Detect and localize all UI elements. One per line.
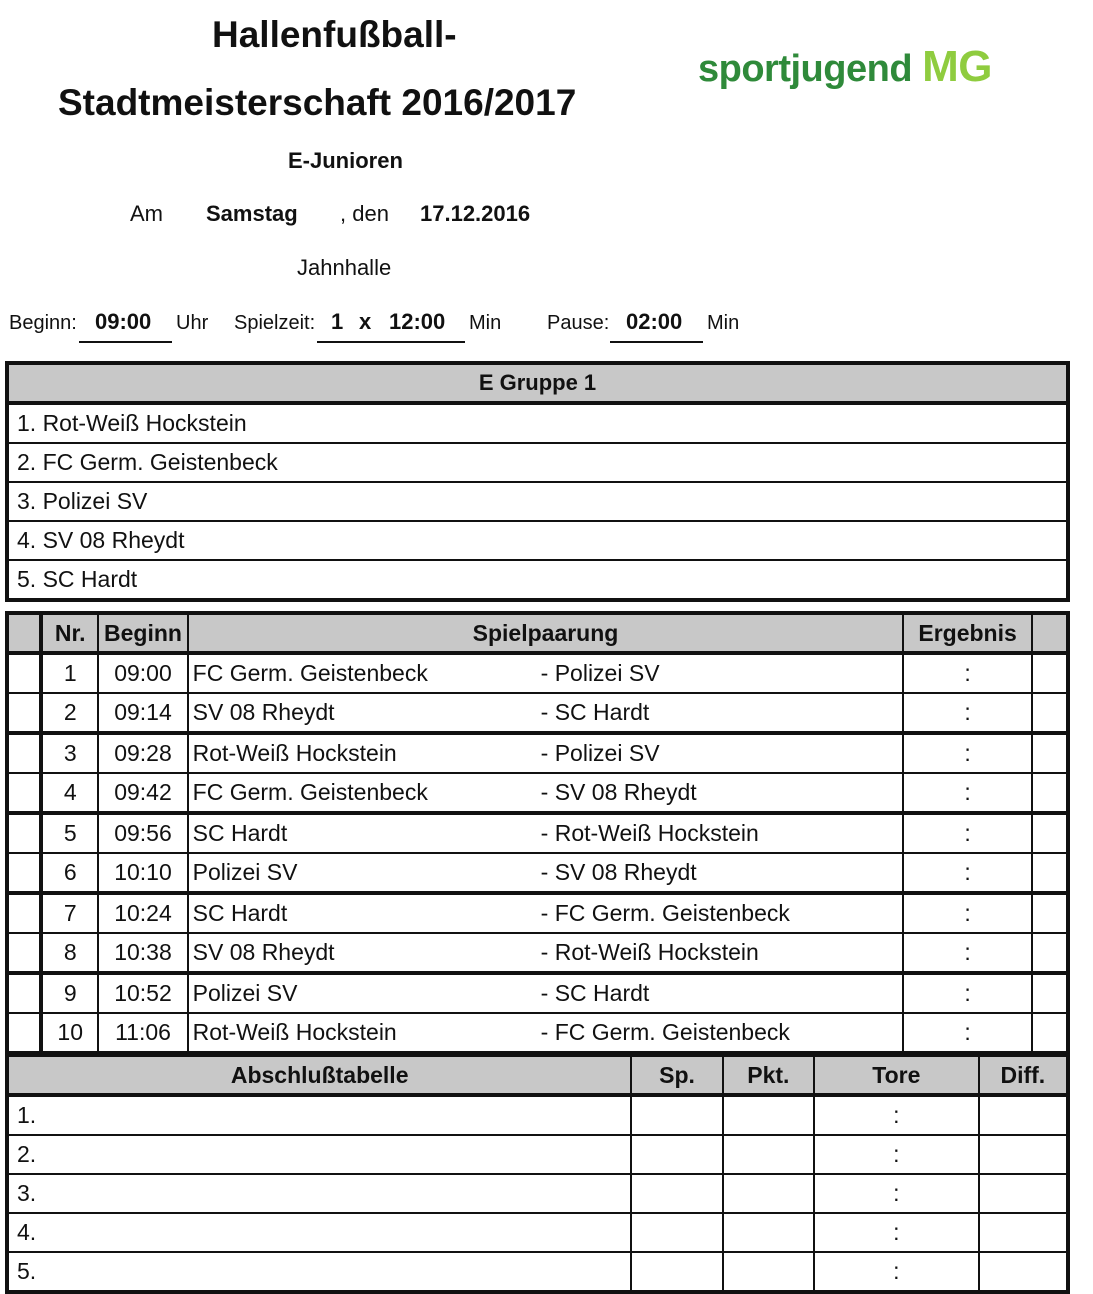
match-away-team: - Rot-Weiß Hockstein [540,939,759,965]
match-nr: 5 [41,813,98,853]
header-beginn: Beginn [98,613,187,653]
spielzeit-unit: Min [469,312,502,334]
match-time: 09:00 [98,653,187,693]
match-blank-right [1032,773,1068,813]
match-pairing [188,933,904,973]
match-pairing [188,733,904,773]
match-pairing [188,813,904,853]
beginn-value: 09:00 [95,309,152,334]
match-away-team: - SC Hardt [540,980,650,1006]
match-home-team: Polizei SV [192,859,298,885]
header-abschlusstabelle: Abschlußtabelle [7,1055,631,1095]
match-result: : [903,933,1031,973]
match-away-team: - FC Germ. Geistenbeck [540,900,790,926]
match-row [7,893,1068,933]
match-time: 10:52 [98,973,187,1013]
venue: Jahnhalle [297,255,392,280]
match-blank-left [7,1013,41,1053]
match-home-team: FC Germ. Geistenbeck [192,779,428,805]
match-blank-right [1032,853,1068,893]
match-pairing [188,693,904,733]
match-result: : [903,733,1031,773]
match-pairing [188,773,904,813]
match-blank-right [1032,733,1068,773]
final-sp [631,1252,722,1292]
final-sp [631,1135,722,1174]
match-result: : [903,893,1031,933]
group-table [5,361,1070,602]
match-time: 10:24 [98,893,187,933]
spielzeit-x: x [359,309,372,334]
final-table [5,1053,1070,1294]
pause-underline [610,341,703,343]
final-tore: : [814,1252,979,1292]
match-nr: 4 [41,773,98,813]
final-tore: : [814,1213,979,1252]
match-time: 09:14 [98,693,187,733]
match-row [7,653,1068,693]
final-tore: : [814,1135,979,1174]
logo-text: sportjugend [698,48,913,90]
match-row [7,733,1068,773]
match-result: : [903,1013,1031,1053]
match-away-team: - Polizei SV [540,740,660,766]
match-blank-left [7,973,41,1013]
match-blank-right [1032,893,1068,933]
final-row [7,1174,1068,1213]
matches-table [5,611,1070,1055]
match-pairing [188,853,904,893]
final-rank: 2. [7,1135,631,1174]
match-pairing [188,973,904,1013]
match-time: 10:38 [98,933,187,973]
match-row [7,693,1068,733]
final-rank: 4. [7,1213,631,1252]
match-blank-left [7,733,41,773]
header-diff: Diff. [979,1055,1068,1095]
match-time: 11:06 [98,1013,187,1053]
beginn-label: Beginn: [9,312,77,334]
match-nr: 6 [41,853,98,893]
match-time: 10:10 [98,853,187,893]
final-pkt [723,1095,814,1135]
match-blank-left [7,693,41,733]
match-away-team: - SV 08 Rheydt [540,859,697,885]
final-sp [631,1174,722,1213]
final-diff [979,1174,1068,1213]
match-home-team: SC Hardt [192,820,288,846]
match-away-team: - SC Hardt [540,699,650,725]
match-nr: 9 [41,973,98,1013]
final-pkt [723,1213,814,1252]
match-pairing [188,1013,904,1053]
group-title: E Gruppe 1 [7,363,1068,403]
match-blank-left [7,773,41,813]
pause-value: 02:00 [626,309,683,334]
match-time: 09:56 [98,813,187,853]
match-away-team: - Rot-Weiß Hockstein [540,820,759,846]
match-blank-right [1032,1013,1068,1053]
match-blank-left [7,853,41,893]
match-blank-left [7,653,41,693]
beginn-unit: Uhr [176,312,209,334]
match-row [7,813,1068,853]
final-tore: : [814,1095,979,1135]
final-row [7,1135,1068,1174]
match-result: : [903,773,1031,813]
spielzeit-underline [317,341,465,343]
final-rank: 3. [7,1174,631,1213]
match-row [7,1013,1068,1053]
match-nr: 7 [41,893,98,933]
final-rank: 5. [17,1258,37,1284]
final-rank: 1. [7,1095,631,1135]
group-team: 3. Polizei SV [7,482,1068,521]
match-blank-right [1032,693,1068,733]
final-diff [979,1213,1068,1252]
match-home-team: SV 08 Rheydt [192,699,335,725]
match-nr: 10 [41,1013,98,1053]
match-result: : [903,693,1031,733]
date-value: 17.12.2016 [420,201,531,226]
final-row [7,1095,1068,1135]
header-pairing: Spielpaarung [188,613,904,653]
match-time: 09:42 [98,773,187,813]
header-blank-left [7,613,41,653]
match-result: : [903,853,1031,893]
match-home-team: Rot-Weiß Hockstein [192,1019,397,1045]
spielzeit-value: 12:00 [389,309,446,334]
match-blank-right [1032,933,1068,973]
group-team: 1. Rot-Weiß Hockstein [7,403,1068,443]
group-team: 4. SV 08 Rheydt [7,521,1068,560]
match-result: : [903,813,1031,853]
spielzeit-label: Spielzeit: [234,312,316,334]
beginn-underline [79,341,172,343]
group-team: 2. FC Germ. Geistenbeck [7,443,1068,482]
final-sp [631,1213,722,1252]
day-value: Samstag [206,201,298,226]
match-blank-left [7,813,41,853]
pause-label: Pause: [547,312,610,334]
den-label: , den [340,201,389,226]
match-nr: 2 [41,693,98,733]
match-home-team: FC Germ. Geistenbeck [192,660,428,686]
header-tore: Tore [814,1055,979,1095]
match-row [7,853,1068,893]
final-tore: : [814,1174,979,1213]
match-blank-right [1032,653,1068,693]
sportjugend-logo [698,42,992,92]
header-blank-right [1032,613,1068,653]
match-blank-right [1032,813,1068,853]
title-line-2: Stadtmeisterschaft 2016/2017 [58,82,577,123]
final-sp [631,1095,722,1135]
match-home-team: Rot-Weiß Hockstein [192,740,397,766]
match-nr: 1 [41,653,98,693]
match-home-team: Polizei SV [192,980,298,1006]
header-sp: Sp. [631,1055,722,1095]
category: E-Junioren [288,148,403,173]
match-time: 09:28 [98,733,187,773]
match-away-team: - Polizei SV [540,660,660,686]
header-result: Ergebnis [903,613,1031,653]
match-result: : [903,973,1031,1013]
match-nr: 3 [41,733,98,773]
match-blank-left [7,893,41,933]
match-row [7,773,1068,813]
match-pairing [188,893,904,933]
pause-unit: Min [707,312,740,334]
final-pkt [723,1174,814,1213]
final-diff [979,1095,1068,1135]
final-diff [979,1252,1068,1292]
match-away-team: - FC Germ. Geistenbeck [540,1019,790,1045]
final-diff [979,1135,1068,1174]
group-team: 5. SC Hardt [17,566,138,592]
logo-mg: MG [922,42,992,91]
header-nr: Nr. [41,613,98,653]
match-pairing [188,653,904,693]
match-nr: 8 [41,933,98,973]
final-pkt [723,1252,814,1292]
match-result: : [903,653,1031,693]
match-row [7,973,1068,1013]
match-away-team: - SV 08 Rheydt [540,779,697,805]
title-line-1: Hallenfußball- [212,14,457,55]
am-label: Am [130,201,163,226]
match-home-team: SV 08 Rheydt [192,939,335,965]
match-row [7,933,1068,973]
final-row [7,1252,1068,1292]
match-blank-left [7,933,41,973]
spielzeit-halves: 1 [331,309,344,334]
final-row [7,1213,1068,1252]
final-pkt [723,1135,814,1174]
match-blank-right [1032,973,1068,1013]
header-pkt: Pkt. [723,1055,814,1095]
match-home-team: SC Hardt [192,900,288,926]
